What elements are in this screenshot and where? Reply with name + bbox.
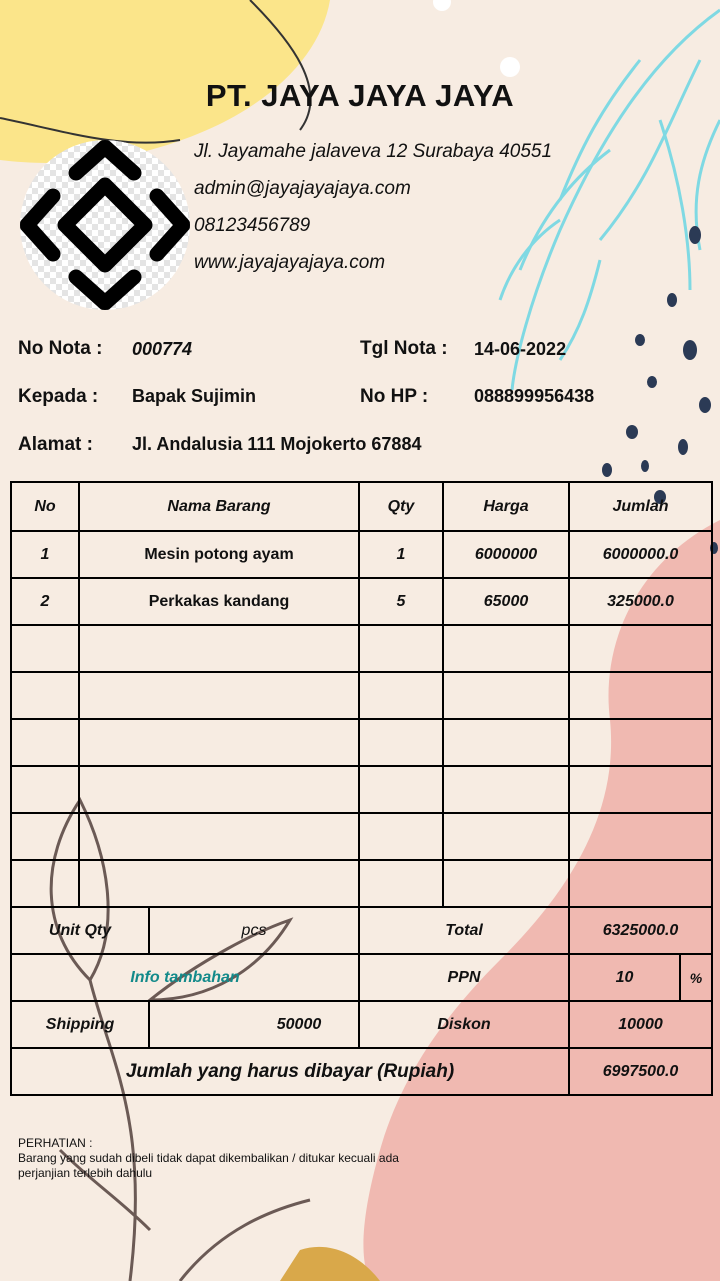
company-address: Jl. Jayamahe jalaveva 12 Surabaya 40551 [194,141,553,162]
table-row [11,531,712,578]
row-harga: 6000000 [443,531,569,578]
total-label: Total [359,907,569,954]
table-row [11,578,712,625]
header-qty: Qty [359,482,443,531]
notes-line-1: Barang yang sudah dibeli tidak dapat dikembalikan / ditukar kecuali ada [18,1151,399,1165]
row-nama-barang: Mesin potong ayam [79,531,359,578]
notes-title: PERHATIAN : [18,1136,93,1150]
empty-row [11,766,712,813]
diskon-label: Diskon [359,1001,569,1048]
ppn-value: 10 [569,954,680,1001]
info-tambahan-label: Info tambahan [11,954,359,1001]
shipping-value: 50000 [149,1001,359,1048]
kepada-value: Bapak Sujimin [132,386,257,406]
empty-row [11,860,712,907]
row-no: 2 [11,578,79,625]
row-no: 1 [11,531,79,578]
no-hp-label: No HP : [360,386,429,407]
summary-row-shipping [11,1001,712,1048]
summary-row-total [11,907,712,954]
shipping-label: Shipping [11,1001,149,1048]
no-nota-value: 000774 [132,339,193,359]
alamat-value: Jl. Andalusia 111 Mojokerto 67884 [132,434,422,454]
ppn-label: PPN [359,954,569,1001]
diskon-value: 10000 [569,1001,712,1048]
row-jumlah: 6000000.0 [569,531,712,578]
header-harga: Harga [443,482,569,531]
unit-qty-value: pcs [149,907,359,954]
company-name: PT. JAYA JAYA JAYA [205,78,515,113]
notes-section [18,1136,399,1181]
diamond-arrows-logo-icon [20,140,190,310]
row-nama-barang: Perkakas kandang [79,578,359,625]
no-hp-value: 088899956438 [474,386,595,406]
empty-row [11,672,712,719]
summary-row-grand-total [11,1048,712,1095]
no-nota-label: No Nota : [18,338,103,359]
notes-line-2: perjanjian terlebih dahulu [18,1166,153,1180]
header-no: No [11,482,79,531]
header-jumlah: Jumlah [569,482,712,531]
row-jumlah: 325000.0 [569,578,712,625]
invoice-table [10,481,713,1096]
empty-row [11,625,712,672]
company-phone: 08123456789 [194,215,311,236]
tgl-nota-value: 14-06-2022 [474,339,567,359]
tgl-nota-label: Tgl Nota : [360,338,448,359]
header-nama-barang: Nama Barang [79,482,359,531]
row-qty: 5 [359,578,443,625]
empty-row [11,813,712,860]
row-harga: 65000 [443,578,569,625]
table-header-row [11,482,712,531]
company-website: www.jayajayajaya.com [194,252,386,273]
grand-total-label: Jumlah yang harus dibayar (Rupiah) [11,1048,569,1095]
total-value: 6325000.0 [569,907,712,954]
company-email: admin@jayajayajaya.com [194,178,411,199]
ppn-unit: % [680,954,712,1001]
grand-total-value: 6997500.0 [569,1048,712,1095]
empty-row [11,719,712,766]
unit-qty-label: Unit Qty [11,907,149,954]
company-logo [20,140,190,310]
summary-row-ppn [11,954,712,1001]
alamat-label: Alamat : [18,434,93,455]
kepada-label: Kepada : [18,386,99,407]
row-qty: 1 [359,531,443,578]
